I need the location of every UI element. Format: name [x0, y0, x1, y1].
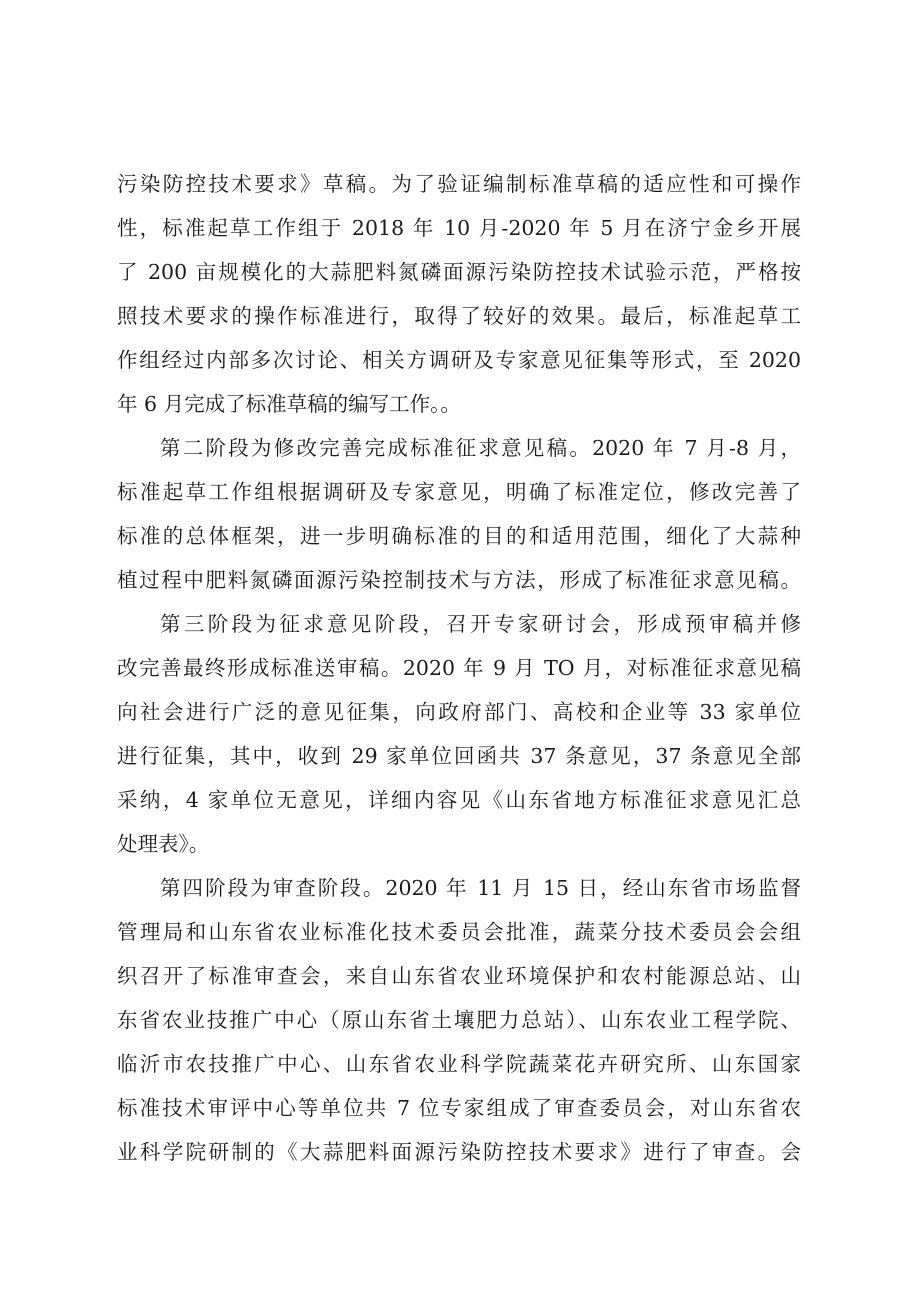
text-line-2: 性，标准起草工作组于 2018 年 10 月-2020 年 5 月在济宁金乡开展 — [117, 216, 801, 240]
text-line-16: 处理表》。 — [117, 832, 210, 856]
text-line-5: 作组经过内部多次讨论、相关方调研及专家意见征集等形式，至 2020 — [117, 348, 801, 372]
text-line-12: 改完善最终形成标准送审稿。2020 年 9 月 TO 月，对标准征求意见稿 — [117, 656, 801, 680]
text-line-23: 业科学院研制的《大蒜肥料面源污染防控技术要求》进行了审查。会 — [117, 1140, 801, 1164]
text-line-6: 年 6 月完成了标准草稿的编写工作。。 — [117, 392, 461, 416]
text-line-17: 第四阶段为审查阶段。2020 年 11 月 15 日，经山东省市场监督 — [160, 876, 801, 900]
text-line-1: 污染防控技术要求》草稿。为了验证编制标准草稿的适应性和可操作 — [117, 172, 801, 196]
text-line-7: 第二阶段为修改完善完成标准征求意见稿。2020 年 7 月-8 月， — [160, 436, 801, 460]
text-line-11: 第三阶段为征求意见阶段，召开专家研讨会，形成预审稿并修 — [160, 612, 801, 636]
text-line-10: 植过程中肥料氮磷面源污染控制技术与方法，形成了标准征求意见稿。 — [117, 568, 801, 592]
text-line-20: 东省农业技推广中心（原山东省土壤肥力总站）、山东农业工程学院、 — [117, 1008, 801, 1032]
text-line-8: 标准起草工作组根据调研及专家意见，明确了标准定位，修改完善了 — [117, 480, 801, 504]
text-line-21: 临沂市农技推广中心、山东省农业科学院蔬菜花卉研究所、山东国家 — [117, 1052, 801, 1076]
text-line-9: 标准的总体框架，进一步明确标准的目的和适用范围，细化了大蒜种 — [117, 524, 801, 548]
text-line-15: 采纳，4 家单位无意见，详细内容见《山东省地方标准征求意见汇总 — [117, 788, 801, 812]
text-line-22: 标准技术审评中心等单位共 7 位专家组成了审查委员会，对山东省农 — [117, 1096, 801, 1120]
text-line-4: 照技术要求的操作标准进行，取得了较好的效果。最后，标准起草工 — [117, 304, 801, 328]
text-line-14: 进行征集，其中，收到 29 家单位回函共 37 条意见，37 条意见全部 — [117, 744, 801, 768]
text-line-19: 织召开了标准审查会，来自山东省农业环境保护和农村能源总站、山 — [117, 964, 801, 988]
text-line-18: 管理局和山东省农业标准化技术委员会批准，蔬菜分技术委员会会组 — [117, 920, 801, 944]
text-line-13: 向社会进行广泛的意见征集，向政府部门、高校和企业等 33 家单位 — [117, 700, 801, 724]
text-line-3: 了 200 亩规模化的大蒜肥料氮磷面源污染防控技术试验示范，严格按 — [117, 260, 801, 284]
